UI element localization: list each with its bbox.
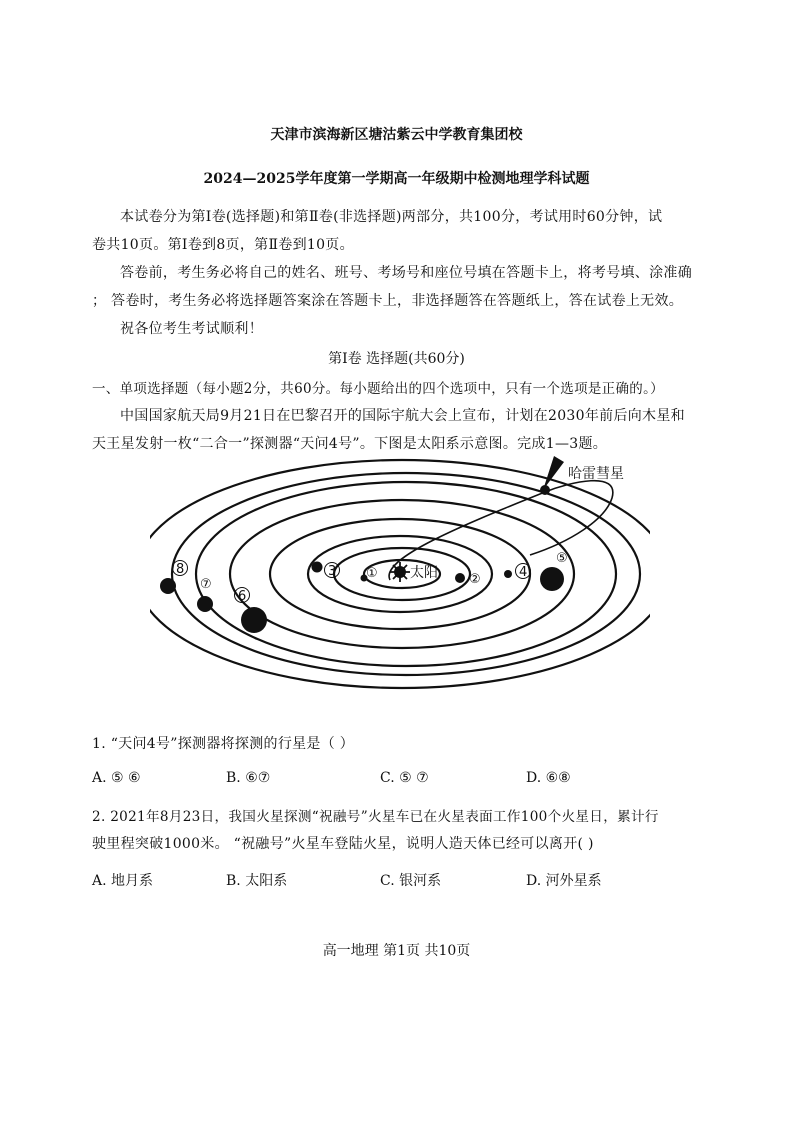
planet-label-8: 8 — [176, 562, 185, 577]
instruction-line-4: ； 答卷时，考生务必将选择题答案涂在答题卡上，非选择题答在答题纸上，答在试卷上无效。 — [92, 293, 684, 309]
passage-line-1: 中国国家航天局9月21日在巴黎召开的国际宇航大会上宣布，计划在2030年前后向木星和 — [120, 408, 685, 424]
instruction-line-2: 卷共10页。第Ⅰ卷到8页，第Ⅱ卷到10页。 — [92, 237, 354, 253]
comet-label: 哈雷彗星 — [568, 465, 624, 481]
exam-title: 2024—2025学年度第一学期高一年级期中检测地理学科试题 — [203, 171, 590, 187]
planet-5 — [540, 567, 564, 591]
passage-line-2: 天王星发射一枚“二合一”探测器“天问4号”。下图是太阳系示意图。完成1—3题。 — [92, 436, 608, 452]
solar-system-diagram — [150, 450, 650, 695]
school-name: 天津市滨海新区塘沽紫云中学教育集团校 — [270, 127, 523, 143]
planet-label-5: ⑤ — [556, 551, 568, 566]
sun-label: 太阳 — [410, 564, 438, 580]
planet-8 — [160, 578, 176, 594]
planet-6 — [241, 607, 267, 633]
orbit-7 — [172, 473, 640, 675]
sun-rays — [390, 562, 410, 582]
planet-2 — [455, 573, 465, 583]
planet-4 — [504, 570, 512, 578]
planet-3 — [312, 562, 323, 573]
planet-7 — [197, 596, 213, 612]
planet-label-6: 6 — [238, 589, 247, 604]
comet-head — [540, 485, 550, 495]
planet-label-1: ① — [366, 566, 378, 581]
planet-label-8-marker — [173, 561, 188, 578]
sun — [390, 562, 410, 582]
planet-label-3-marker — [325, 563, 340, 580]
q2-option-d[interactable]: D. 河外星系 — [526, 873, 602, 889]
question-type-heading: 一、单项选择题（每小题2分，共60分。每小题给出的四个选项中，只有一个选项是正确的。） — [92, 381, 664, 397]
question-1-stem: 1. “天问4号”探测器将探测的行星是（ ） — [92, 736, 355, 752]
q2-option-b[interactable]: B. 太阳系 — [226, 873, 288, 889]
planet-label-7: ⑦ — [200, 577, 212, 592]
planet-label-3: 3 — [328, 564, 337, 579]
solar-system-figure — [150, 450, 650, 695]
instruction-line-1: 本试卷分为第Ⅰ卷(选择题)和第Ⅱ卷(非选择题)两部分，共100分，考试用时60分钟，试 — [120, 209, 663, 225]
planet-label-4-marker — [516, 564, 531, 581]
q1-option-d[interactable]: D. ⑥⑧ — [526, 770, 571, 786]
instruction-line-3: 答卷前，考生务必将自己的姓名、班号、考场号和座位号填在答题卡上，将考号填、涂准确 — [120, 265, 692, 281]
planet-label-4: 4 — [519, 565, 528, 580]
question-2-stem-line-1: 2. 2021年8月23日，我国火星探测“祝融号”火星车已在火星表面工作100个火星日，累计行 — [92, 809, 659, 825]
q1-option-b[interactable]: B. ⑥⑦ — [226, 770, 271, 786]
planet-label-2: ② — [469, 572, 481, 587]
q2-option-a[interactable]: A. 地月系 — [92, 873, 154, 889]
comet-tail — [543, 456, 564, 490]
section-title: 第Ⅰ卷 选择题(共60分) — [328, 351, 465, 367]
q1-option-a[interactable]: A. ⑤ ⑥ — [92, 770, 141, 786]
q1-option-c[interactable]: C. ⑤ ⑦ — [380, 770, 429, 786]
page-footer: 高一地理 第1页 共10页 — [322, 943, 471, 959]
q2-option-c[interactable]: C. 银河系 — [380, 873, 442, 889]
instruction-line-5: 祝各位考生考试顺利！ — [120, 321, 263, 337]
question-2-stem-line-2: 驶里程突破1000米。 “祝融号”火星车登陆火星，说明人造天体已经可以离开( ) — [92, 836, 594, 852]
